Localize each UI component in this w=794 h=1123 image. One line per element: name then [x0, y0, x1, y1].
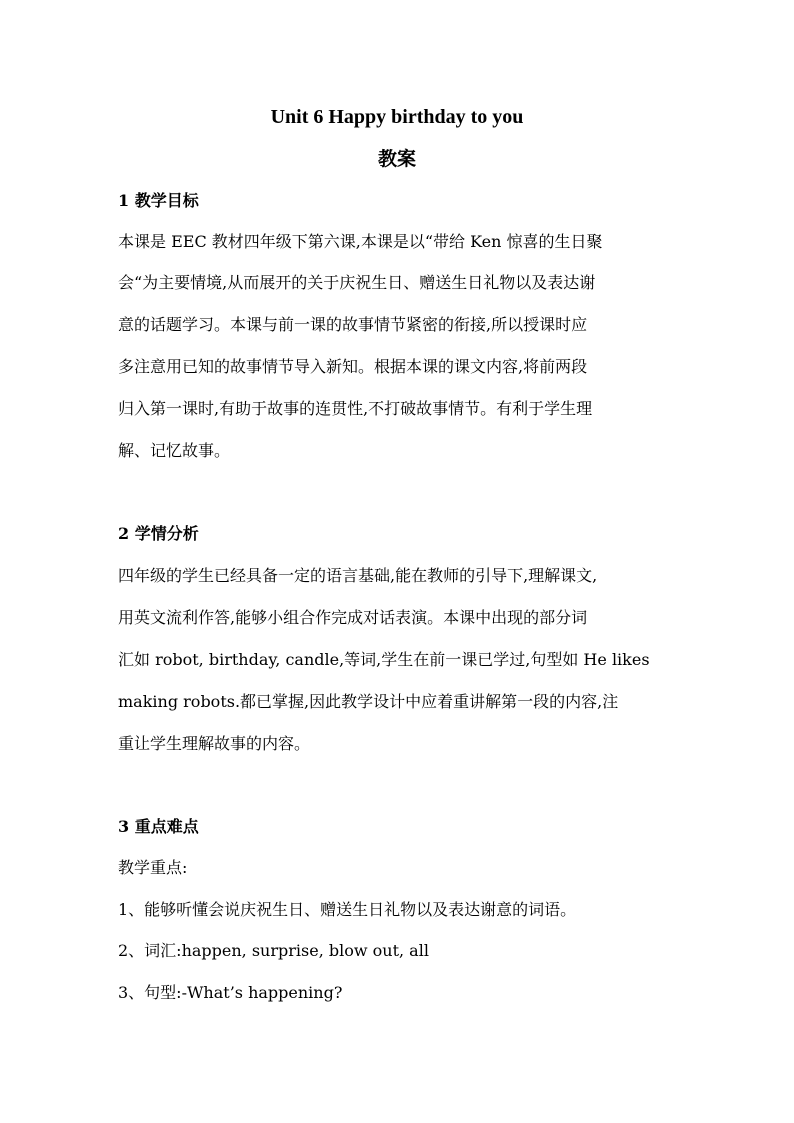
list-item: 2、词汇:happen, surprise, blow out, all [118, 941, 429, 960]
paragraph-line: 汇如 robot, birthday, candle,等词,学生在前一课已学过,句型如 He likes [118, 650, 650, 669]
document-subtitle: 教案 [377, 148, 416, 170]
section-heading-analysis: 2 学情分析 [118, 524, 199, 543]
paragraph-line: 意的话题学习。本课与前一课的故事情节紧密的衔接,所以授课时应 [118, 315, 588, 334]
paragraph-line: 用英文流利作答,能够小组合作完成对话表演。本课中出现的部分词 [118, 608, 588, 627]
list-item: 1、能够听懂会说庆祝生日、赠送生日礼物以及表达谢意的词语。 [118, 900, 577, 919]
section-heading-objectives: 1 教学目标 [118, 191, 199, 210]
paragraph-line: 解、记忆故事。 [118, 441, 231, 460]
document-title: Unit 6 Happy birthday to you [270, 106, 524, 128]
paragraph-line: 归入第一课时,有助于故事的连贯性,不打破故事情节。有利于学生理 [118, 399, 593, 418]
paragraph-line: 本课是 EEC 教材四年级下第六课,本课是以“带给 Ken 惊喜的生日聚 [118, 232, 603, 251]
list-item: 3、句型:-What’s happening? [118, 983, 343, 1002]
paragraph-line: making robots.都已掌握,因此教学设计中应着重讲解第一段的内容,注 [118, 692, 619, 711]
paragraph-line: 会“为主要情境,从而展开的关于庆祝生日、赠送生日礼物以及表达谢 [118, 273, 596, 292]
section-heading-key-points: 3 重点难点 [118, 817, 199, 836]
paragraph-line: 四年级的学生已经具备一定的语言基础,能在教师的引导下,理解课文, [118, 566, 598, 585]
paragraph-line: 重让学生理解故事的内容。 [118, 734, 311, 753]
paragraph-line: 教学重点: [118, 858, 188, 877]
paragraph-line: 多注意用已知的故事情节导入新知。根据本课的课文内容,将前两段 [118, 357, 588, 376]
